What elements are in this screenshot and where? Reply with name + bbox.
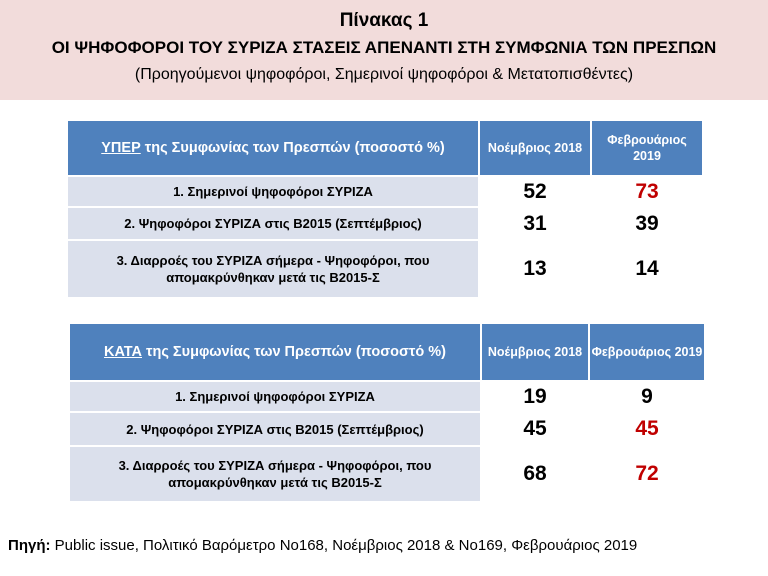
heading-keyword: ΥΠΕΡ	[101, 140, 141, 156]
row-label: 2. Ψηφοφόροι ΣΥΡΙΖΑ στις Β2015 (Σεπτέμβριος)	[70, 411, 480, 445]
value-nov-2018: 68	[480, 445, 588, 501]
value-feb-2019: 39	[590, 206, 702, 239]
table-row	[68, 206, 702, 239]
value-feb-2019: 73	[590, 175, 702, 206]
table-row	[68, 175, 702, 206]
source-text: Public issue, Πολιτικό Βαρόμετρο Νο168, Νοέμβριος 2018 & Νο169, Φεβρουάριος 2019	[50, 537, 638, 554]
row-label: 2. Ψηφοφόροι ΣΥΡΙΖΑ στις Β2015 (Σεπτέμβριος)	[68, 206, 478, 239]
source-note	[8, 537, 637, 554]
main-heading: ΟΙ ΨΗΦΟΦΟΡΟΙ ΤΟΥ ΣΥΡΙΖΑ ΣΤΑΣΕΙΣ ΑΠΕΝΑΝΤΙ ΣΤΗ ΣΥΜΦΩΝΙΑ ΤΩΝ ΠΡΕΣΠΩΝ	[51, 38, 717, 57]
table-row	[68, 239, 702, 297]
table-for-agreement	[68, 121, 702, 297]
column-header-nov-2018: Νοέμβριος 2018	[480, 324, 588, 380]
source-label: Πηγή:	[8, 537, 51, 554]
table-number-title: Πίνακας 1	[339, 10, 429, 31]
heading-keyword: ΚΑΤΑ	[104, 344, 142, 360]
table-against-agreement	[70, 324, 704, 501]
row-label: 3. Διαρροές του ΣΥΡΙΖΑ σήμερα - Ψηφοφόροι, που απομακρύνθηκαν μετά τις Β2015-Σ	[70, 445, 480, 501]
row-label: 1. Σημερινοί ψηφοφόροι ΣΥΡΙΖΑ	[70, 380, 480, 411]
table-header-row	[70, 324, 704, 380]
column-header-feb-2019: Φεβρουάριος 2019	[588, 324, 704, 380]
value-nov-2018: 19	[480, 380, 588, 411]
value-feb-2019: 72	[588, 445, 704, 501]
value-nov-2018: 13	[478, 239, 590, 297]
value-feb-2019: 14	[590, 239, 702, 297]
value-nov-2018: 52	[478, 175, 590, 206]
table-header-row	[68, 121, 702, 175]
heading-text: της Συμφωνίας των Πρεσπών (ποσοστό %)	[140, 140, 445, 156]
table-row	[70, 445, 704, 501]
column-header-nov-2018: Νοέμβριος 2018	[478, 121, 590, 175]
title-banner	[0, 0, 768, 100]
value-nov-2018: 45	[480, 411, 588, 445]
subheading-note: (Προηγούμενοι ψηφοφόροι, Σημερινοί ψηφοφόροι & Μετατοπισθέντες)	[134, 66, 634, 83]
table-heading	[68, 121, 478, 175]
value-feb-2019: 45	[588, 411, 704, 445]
row-label: 1. Σημερινοί ψηφοφόροι ΣΥΡΙΖΑ	[68, 175, 478, 206]
table-row	[70, 411, 704, 445]
value-feb-2019: 9	[588, 380, 704, 411]
heading-text: της Συμφωνίας των Πρεσπών (ποσοστό %)	[142, 344, 446, 360]
row-label: 3. Διαρροές του ΣΥΡΙΖΑ σήμερα - Ψηφοφόροι, που απομακρύνθηκαν μετά τις Β2015-Σ	[68, 239, 478, 297]
table-row	[70, 380, 704, 411]
column-header-feb-2019: Φεβρουάριος 2019	[590, 121, 702, 175]
value-nov-2018: 31	[478, 206, 590, 239]
table-heading	[70, 324, 480, 380]
